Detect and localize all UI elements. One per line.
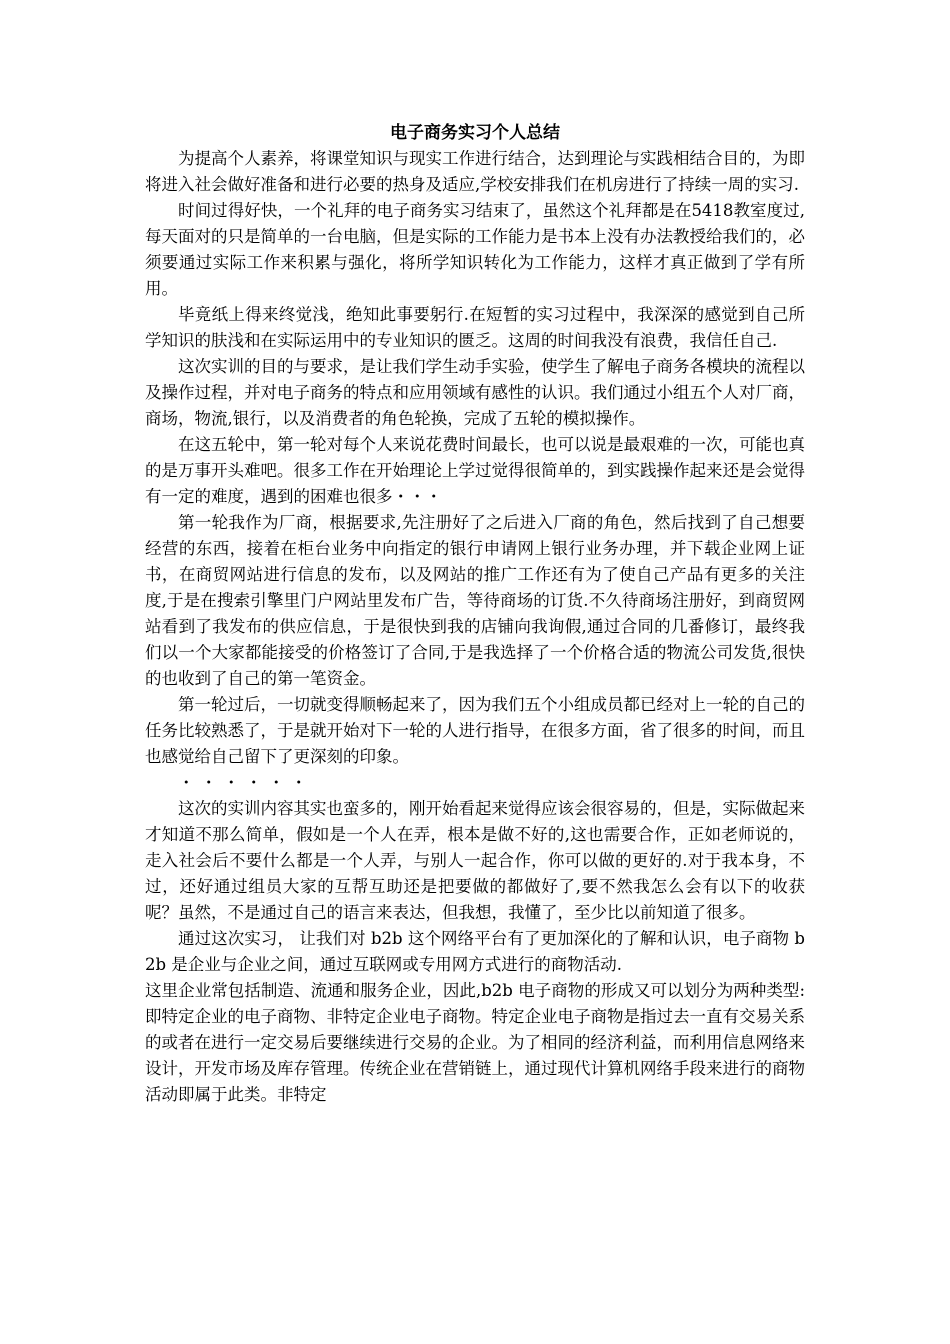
- paragraph-8: 这次的实训内容其实也蛮多的，刚开始看起来觉得应该会很容易的，但是，实际做起来才知道不那么简单，假如是一个人在弄，根本是做不好的,这也需要合作，正如老师说的，走入社会后不要什么都是一个人弄，与别人一起合作，你可以做的更好的.对于我本身，不过，还好通过组员大家的互帮互助还是把要做的都做好了,要不然我怎么会有以下的收获呢？虽然，不是通过自己的语言来表达，但我想，我懂了，至少比以前知道了很多。: [145, 799, 805, 922]
- paragraph-4: 这次实训的目的与要求，是让我们学生动手实验，使学生了解电子商务各模块的流程以及操作过程，并对电子商务的特点和应用领域有感性的认识。我们通过小组五个人对厂商，商场，物流,银行，以及消费者的角色轮换，完成了五轮的模拟操作。: [145, 357, 805, 428]
- paragraph-3: 毕竟纸上得来终觉浅，绝知此事要躬行.在短暂的实习过程中，我深深的感觉到自己所学知识的肤浅和在实际运用中的专业知识的匮乏。这周的时间我没有浪费，我信任自己.: [145, 305, 805, 350]
- paragraph-5: 在这五轮中，第一轮对每个人来说花费时间最长，也可以说是最艰难的一次，可能也真的是万事开头难吧。很多工作在开始理论上学过觉得很简单的，到实践操作起来还是会觉得有一定的难度，遇到的困难也很多・・・: [145, 435, 805, 506]
- paragraph-6: 第一轮我作为厂商，根据要求,先注册好了之后进入厂商的角色，然后找到了自己想要经营的东西，接着在柜台业务中向指定的银行申请网上银行业务办理，并下载企业网上证书，在商贸网站进行信息的发布，以及网站的推广工作还有为了使自己产品有更多的关注度,于是在搜索引擎里门户网站里发布广告，等待商场的订货.不久待商场注册好，到商贸网站看到了我发布的供应信息，于是很快到我的店铺向我询假,通过合同的几番修订，最终我们以一个大家都能接受的价格签订了合同,于是我选择了一个价格合适的物流公司发货,很快的也收到了自己的第一笔资金。: [145, 513, 805, 688]
- document-body: [145, 120, 805, 1108]
- paragraph-9: 通过这次实习， 让我们对 b2b 这个网络平台有了更加深化的了解和认识，电子商物 b2b 是企业与企业之间，通过互联网或专用网方式进行的商物活动.: [145, 929, 805, 974]
- paragraph-7: 第一轮过后，一切就变得顺畅起来了，因为我们五个小组成员都已经对上一轮的自己的任务比较熟悉了，于是就开始对下一轮的人进行指导，在很多方面，省了很多的时间，而且也感觉给自己留下了更深刻的印象。: [145, 695, 805, 766]
- paragraph-10: 这里企业常包括制造、流通和服务企业，因此,b2b 电子商物的形成又可以划分为两种类型:即特定企业的电子商物、非特定企业电子商物。特定企业电子商物是指过去一直有交易关系的或者在进行一定交易后要继续进行交易的企业。为了相同的经济利益，而利用信息网络来设计，开发市场及库存管理。传统企业在营销链上，通过现代计算机网络手段来进行的商物活动即属于此类。非特定: [145, 981, 805, 1104]
- document-title: 电子商务实习个人总结: [390, 123, 560, 143]
- paragraph-1: 为提高个人素养，将课堂知识与现实工作进行结合，达到理论与实践相结合目的，为即将进入社会做好准备和进行必要的热身及适应,学校安排我们在机房进行了持续一周的实习.: [145, 149, 805, 194]
- paragraph-2: 时间过得好快，一个礼拜的电子商务实习结束了，虽然这个礼拜都是在5418教室度过,每天面对的只是简单的一台电脑，但是实际的工作能力是书本上没有办法教授给我们的，必须要通过实际工作来积累与强化，将所学知识转化为工作能力，这样才真正做到了学有所用。: [145, 201, 805, 298]
- ellipsis-dots: ・・・・・・: [178, 773, 313, 792]
